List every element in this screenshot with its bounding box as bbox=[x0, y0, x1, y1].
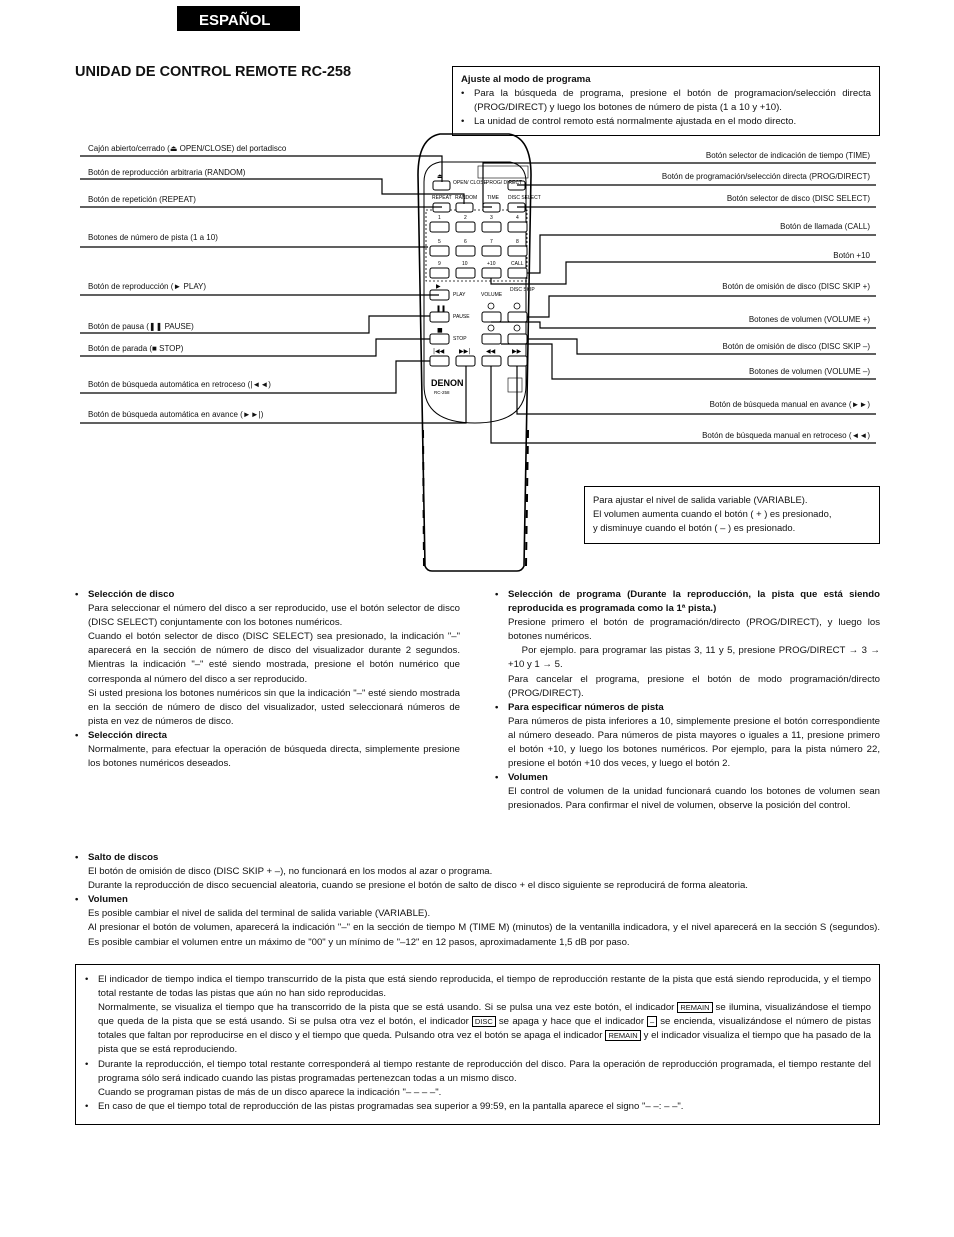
section-text: Para números de pista inferiores a 10, simplemente presione el botón correspondiente al número deseado. Para números de pista mayores o iguales a 11, presione primero el botón +10, y luego los botones numéricos. Por ejemplo, para la pista número 22, presione el botón +10 dos veces, y luego el botón 2. bbox=[508, 715, 880, 770]
note-item bbox=[85, 1100, 871, 1114]
label-track-numbers: Botones de número de pista (1 a 10) bbox=[88, 233, 218, 242]
note-item bbox=[85, 1058, 871, 1100]
variable-line: El volumen aumenta cuando el botón ( + ) es presionado, bbox=[593, 508, 832, 519]
led-indicator bbox=[478, 166, 528, 178]
label-time: Botón selector de indicación de tiempo (TIME) bbox=[705, 151, 870, 160]
eject-icon: ⏏ bbox=[437, 173, 443, 180]
num-button-2 bbox=[456, 222, 475, 232]
label-skip-forward: Botón de búsqueda automática en avance (►►|) bbox=[88, 410, 264, 419]
variable-line: y disminuye cuando el botón ( – ) es presionado. bbox=[593, 522, 796, 533]
section-text: Es posible cambiar el nivel de salida del terminal de salida variable (VARIABLE). bbox=[88, 908, 431, 920]
section-text: El botón de omisión de disco (DISC SKIP + –), no funcionará en los modos al azar o programa. bbox=[88, 866, 493, 878]
remain-indicator: REMAIN bbox=[605, 1030, 640, 1041]
section-heading: • Volumen bbox=[75, 893, 880, 907]
vol-plus-mark bbox=[488, 303, 494, 309]
label-open-close: Cajón abierto/cerrado (⏏ OPEN/CLOSE) del portadisco bbox=[88, 144, 287, 153]
note-fragment: Normalmente, se visualiza el tiempo que ha transcorrido de la pista que se está usando. Si se pulsa una vez este botón, el indicador bbox=[98, 1002, 675, 1014]
leader-plus10 bbox=[491, 262, 876, 284]
vol-minus-mark bbox=[488, 325, 494, 331]
call-button bbox=[508, 268, 527, 278]
section-text: Por ejemplo. para programar las pistas 3, 11 y 5, presione PROG/DIRECT → 3 → +10 y 1 → 5. bbox=[508, 645, 883, 671]
brand-logo: DENON bbox=[431, 378, 464, 388]
stop-button bbox=[430, 334, 449, 344]
pause-label: PAUSE bbox=[453, 314, 470, 320]
note-text: • En caso de que el tiempo total de reproducción de las pistas programadas sea superior a 99:59, en la pantalla aparece el signo "– –: – –". bbox=[98, 1100, 684, 1112]
label-volume-plus: Botones de volumen (VOLUME +) bbox=[748, 315, 870, 324]
full-width-sections bbox=[75, 851, 880, 950]
section-text: Durante la reproducción de disco secuencial aleatoria, cuando se presione el botón de salto de disco + el disco siguiente se reproducirá de forma aleatoria. bbox=[88, 880, 748, 892]
volume-label: VOLUME bbox=[481, 292, 503, 298]
program-mode-item: • La unidad de control remoto está normalmente ajustada en el modo directo. bbox=[461, 115, 871, 129]
leader-call bbox=[527, 235, 876, 273]
label-stop: Botón de parada (■ STOP) bbox=[88, 344, 184, 353]
note-fragment: se encienda, visualizándose el número de pistas totales que faltan por reproducirse en el disco y el tiempo que queda. Pulsando otra vez el botón se apaga el indicador bbox=[98, 1016, 871, 1042]
skip-forward-button bbox=[456, 356, 475, 366]
label-random: Botón de reproducción arbitraria (RANDOM) bbox=[88, 168, 246, 177]
section-text: Si usted presiona los botones numéricos sin que la indicación "–" esté siendo mostrada en la sección de número de disco del visualizador, usted seleccionará números de pista en vez de números de disco. bbox=[88, 687, 460, 727]
num-button-10 bbox=[456, 268, 475, 278]
section-heading: • Selección directa bbox=[75, 729, 460, 743]
num-label-6: 6 bbox=[464, 239, 467, 245]
label-repeat: Botón de repetición (REPEAT) bbox=[88, 195, 196, 204]
remote-dash-left bbox=[423, 430, 424, 566]
random-button bbox=[456, 203, 473, 212]
label-plus10: Botón +10 bbox=[833, 251, 870, 260]
page-title: UNIDAD DE CONTROL REMOTE RC-258 bbox=[75, 64, 352, 80]
rewind-button bbox=[482, 356, 501, 366]
num-label-7: 7 bbox=[490, 239, 493, 245]
language-tab: ESPAÑOL bbox=[177, 6, 300, 31]
play-icon: ▶ bbox=[436, 283, 441, 290]
label-fast-forward: Botón de búsqueda manual en avance (►►) bbox=[709, 400, 870, 409]
note-fragment: se apaga y hace que el indicador bbox=[498, 1016, 645, 1028]
section-text: El control de volumen de la unidad funcionará cuando los botones de volumen sean presionados. Para confirmar el nivel de volumen, observe la posición del control. bbox=[508, 786, 880, 812]
note-fragment: y el indicador visualiza el tiempo que ha pasado de la pista que se está reproduciendo. bbox=[98, 1030, 872, 1056]
note-text bbox=[98, 1001, 871, 1057]
section-text: Presione primero el botón de programación/directo (PROG/DIRECT), y luego los botones numéricos. bbox=[508, 617, 880, 643]
disc-skip-plus-button bbox=[508, 312, 527, 322]
num-label-10: 10 bbox=[462, 261, 468, 267]
section-text: Para cancelar el programa, presione el botón de modo programación/directo (PROG/DIRECT). bbox=[508, 673, 880, 699]
prog-direct-label: PROG/ DIRECT bbox=[486, 180, 523, 186]
section-text: Al presionar el botón de volumen, aparecerá la indicación "–" en la sección de tiempo M (TIME M) (minutos) de la ventanilla indicadora, y el nivel aparecerá en la sección S (segundos). Es posible cambiar el volumen entre un máximo de "00" y un mínimo de "–12" en 12 pasos, aproximadamente 1,5 dB por paso. bbox=[88, 922, 880, 948]
volume-plus-button bbox=[482, 312, 501, 322]
disc-select-label: DISC SELECT bbox=[508, 195, 541, 201]
pause-icon: ❚❚ bbox=[436, 305, 447, 312]
num-button-3 bbox=[482, 222, 501, 232]
volume-minus-button bbox=[482, 334, 501, 344]
num-button-6 bbox=[456, 246, 475, 256]
section-text: Para seleccionar el número del disco a ser reproducido, use el botón selector de disco (DISC SELECT) conjuntamente con los botones numéricos. bbox=[88, 603, 460, 629]
skip-minus-mark bbox=[514, 325, 520, 331]
left-column bbox=[75, 588, 460, 771]
variable-line: Para ajustar el nivel de salida variable (VARIABLE). bbox=[593, 494, 808, 505]
section-heading: • Selección de disco bbox=[75, 588, 460, 602]
model-label: RC-258 bbox=[434, 390, 450, 395]
play-label: PLAY bbox=[453, 292, 466, 298]
pause-button bbox=[430, 312, 449, 322]
num-button-9 bbox=[430, 268, 449, 278]
note-text: Cuando se programan pistas de más de un disco aparece la indicación "– – – –". bbox=[98, 1086, 442, 1098]
num-label-1: 1 bbox=[438, 215, 441, 221]
num-label-plus10: +10 bbox=[487, 261, 496, 267]
label-disc-skip-minus: Botón de omisión de disco (DISC SKIP –) bbox=[722, 342, 870, 351]
num-button-4 bbox=[508, 222, 527, 232]
num-label-9: 9 bbox=[438, 261, 441, 267]
label-disc-skip-plus: Botón de omisión de disco (DISC SKIP +) bbox=[722, 282, 870, 291]
section-text: Cuando el botón selector de disco (DISC SELECT) sea presionado, la indicación "–" aparecerá en la sección de número de disco del visualizador durante 2 segundos. Mientras la indicación "–" esté siendo mostrada, presione el botón numérico que corresponda al número del disco a ser reproducido. bbox=[88, 631, 460, 685]
note-item bbox=[85, 973, 871, 1058]
label-prog-direct: Botón de programación/selección directa (PROG/DIRECT) bbox=[661, 172, 870, 181]
remain-indicator: REMAIN bbox=[677, 1002, 712, 1013]
skip-forward-icon: ▶▶| bbox=[459, 348, 471, 355]
label-volume-minus: Botones de volumen (VOLUME –) bbox=[749, 367, 870, 376]
num-label-8: 8 bbox=[516, 239, 519, 245]
num-label-call: CALL bbox=[511, 261, 524, 267]
skip-back-icon: |◀◀ bbox=[433, 348, 445, 355]
num-button-5 bbox=[430, 246, 449, 256]
note-text: • El indicador de tiempo indica el tiempo transcurrido de la pista que está siendo reproducida, el tiempo de reproducción restante de la pista que está siendo reproducida, y el tiempo total restante de todas las pistas que aún no han sido reproducidas. bbox=[98, 974, 871, 1000]
random-label: RANDOM bbox=[455, 195, 478, 201]
section-heading: • Selección de programa (Durante la reproducción, la pista que está siendo reproducida es programada como la 1ª pista.) bbox=[495, 588, 880, 616]
skip-back-button bbox=[430, 356, 449, 366]
note-fragment: se ilumina, visualizándose el tiempo que queda de la pista que se está usando. Si se pulsa otra vez el botón, el indicador bbox=[98, 1002, 871, 1028]
num-button-8 bbox=[508, 246, 527, 256]
stop-label: STOP bbox=[453, 336, 467, 342]
open-close-button bbox=[433, 181, 450, 190]
num-button-7 bbox=[482, 246, 501, 256]
note-text: • Durante la reproducción, el tiempo total restante corresponderá al tiempo restante de reproducción del disco. Para la operación de reproducción programada, el tiempo restante del programa sólo será indicado cuando las pistas programadas pertenezcan todas a un mismo disco. bbox=[98, 1058, 871, 1084]
label-call: Botón de llamada (CALL) bbox=[780, 222, 870, 231]
stop-icon: ■ bbox=[437, 327, 443, 334]
label-disc-select: Botón selector de disco (DISC SELECT) bbox=[726, 194, 870, 203]
compact-disc-logo bbox=[508, 378, 522, 392]
num-label-4: 4 bbox=[516, 215, 519, 221]
section-heading: • Salto de discos bbox=[75, 851, 880, 865]
num-label-2: 2 bbox=[464, 215, 467, 221]
right-column bbox=[495, 588, 883, 814]
skip-plus-mark bbox=[514, 303, 520, 309]
section-text: Normalmente, para efectuar la operación de búsqueda directa, simplemente presione los botones numéricos deseados. bbox=[88, 744, 460, 770]
num-label-5: 5 bbox=[438, 239, 441, 245]
label-pause: Botón de pausa (❚❚ PAUSE) bbox=[88, 322, 194, 331]
time-label: TIME bbox=[487, 195, 499, 201]
label-skip-back: Botón de búsqueda automática en retroceso (|◄◄) bbox=[88, 380, 271, 389]
section-heading: • Para especificar números de pista bbox=[495, 701, 880, 715]
variable-output-box bbox=[584, 486, 880, 544]
num-button-1 bbox=[430, 222, 449, 232]
disc-indicator: DISC bbox=[472, 1016, 496, 1027]
label-rewind: Botón de búsqueda manual en retroceso (◄◄) bbox=[702, 431, 870, 440]
rewind-icon: ◀◀ bbox=[486, 348, 496, 355]
fast-forward-button bbox=[508, 356, 527, 366]
fast-forward-icon: ▶▶ bbox=[512, 348, 522, 355]
dash-indicator: – bbox=[647, 1016, 657, 1027]
disc-skip-minus-button bbox=[508, 334, 527, 344]
label-play: Botón de reproducción (► PLAY) bbox=[88, 282, 207, 291]
program-mode-item: • Para la búsqueda de programa, presione el botón de programacion/selección directa (PROG/DIRECT) y luego los botones de número de pista (1 a 10 y +10). bbox=[461, 87, 871, 115]
disc-skip-label: DISC SKIP bbox=[510, 287, 535, 293]
program-mode-title: Ajuste al modo de programa bbox=[461, 74, 591, 85]
repeat-label: REPEAT bbox=[432, 195, 452, 201]
notes-box bbox=[75, 964, 880, 1125]
num-label-3: 3 bbox=[490, 215, 493, 221]
leader-disc-skip-plus bbox=[527, 296, 876, 317]
open-close-label: OPEN/ CLOSE bbox=[453, 180, 487, 186]
plus10-button bbox=[482, 268, 501, 278]
section-heading: • Volumen bbox=[495, 771, 880, 785]
